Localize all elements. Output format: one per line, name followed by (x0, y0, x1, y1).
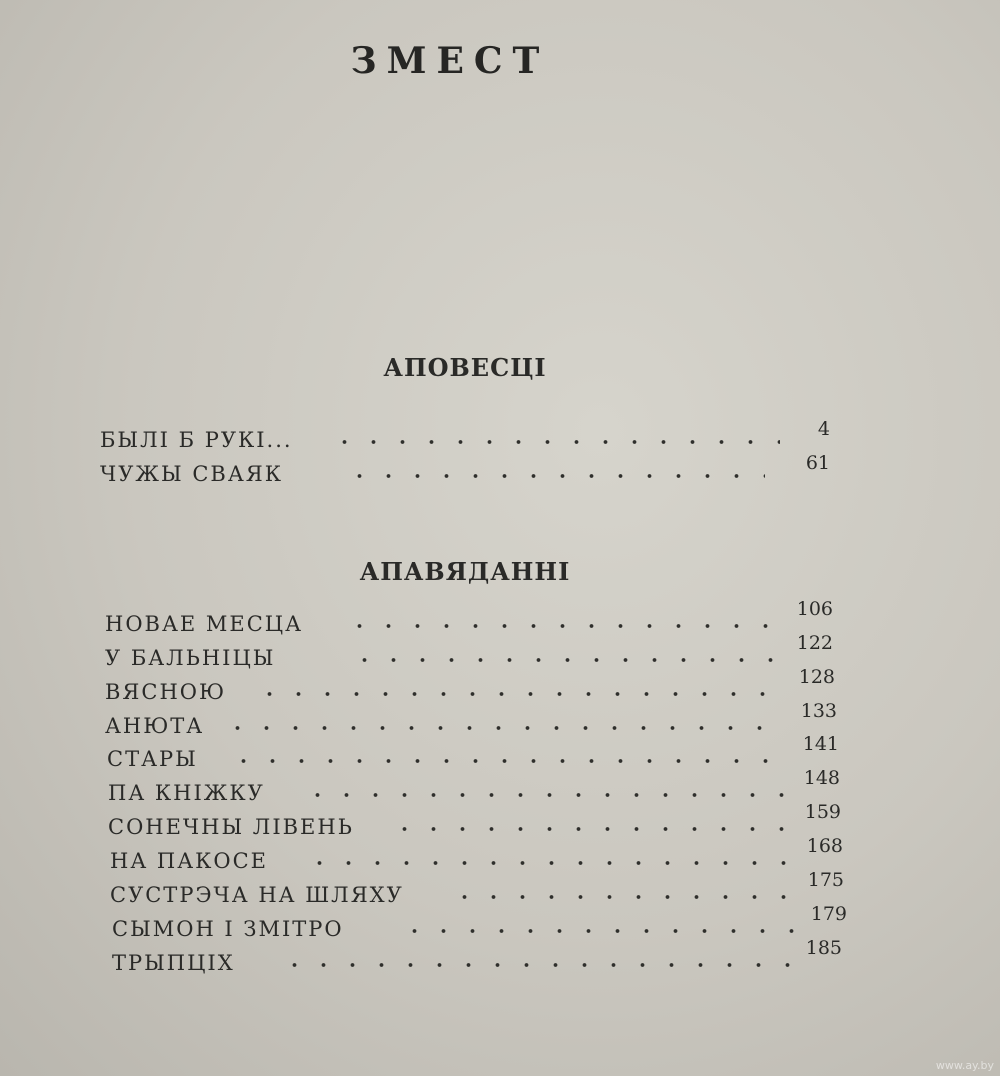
page-number: 4 (817, 418, 830, 440)
leader-dots (345, 622, 775, 630)
toc-entry (100, 418, 840, 458)
leader-dots (255, 690, 780, 698)
page-number: 106 (796, 598, 833, 620)
toc-entry (110, 869, 844, 913)
entry-title: НА ПАКОСЕ (110, 849, 268, 873)
page-number: 61 (805, 452, 830, 474)
page-number: 122 (796, 632, 833, 654)
entry-title: ТРЫПЦІХ (112, 951, 235, 975)
page-number: 185 (805, 937, 842, 959)
section-heading-apovesci: АПОВЕСЦІ (383, 353, 547, 382)
leader-dots (400, 927, 795, 935)
entry-title: СТАРЫ (107, 747, 198, 771)
toc-entry (100, 452, 840, 492)
leader-dots (305, 859, 790, 867)
page-number: 168 (806, 835, 843, 857)
entry-title: СОНЕЧНЫ ЛІВЕНЬ (108, 815, 354, 839)
toc-entry (108, 767, 840, 811)
leader-dots (223, 724, 783, 732)
page-number: 175 (807, 869, 844, 891)
page-number: 179 (810, 903, 847, 925)
page-number: 133 (800, 700, 837, 722)
page-number: 159 (804, 801, 841, 823)
page-title: ЗМЕСТ (350, 40, 550, 82)
entry-title: НОВАЕ МЕСЦА (105, 612, 303, 636)
leader-dots (450, 893, 795, 901)
section-heading-apaviadanni: АПАВЯДАННІ (359, 557, 571, 586)
page-number: 148 (803, 767, 840, 789)
toc-entry (112, 937, 852, 981)
page-number: 141 (802, 733, 839, 755)
entry-title: ВЯСНОЮ (105, 680, 227, 704)
entry-title: У БАЛЬНІЦЫ (105, 646, 276, 670)
entry-title: БЫЛІ Б РУКІ... (100, 428, 293, 452)
leader-dots (350, 656, 775, 664)
toc-entry (105, 632, 835, 676)
entry-title: СУСТРЭЧА НА ШЛЯХУ (110, 883, 404, 907)
toc-entry (105, 598, 835, 642)
toc-entry (107, 733, 839, 777)
page-number: 128 (798, 666, 835, 688)
leader-dots (280, 961, 805, 969)
toc-entry (108, 801, 841, 845)
entry-title: АНЮТА (105, 714, 205, 738)
entry-title: ПА КНІЖКУ (108, 781, 265, 805)
watermark: www.ay.by (935, 1059, 994, 1072)
leader-dots (390, 825, 790, 833)
toc-entry (105, 700, 837, 744)
entry-title: ЧУЖЫ СВАЯК (100, 462, 283, 486)
toc-entry (110, 835, 843, 879)
entry-title: СЫМОН І ЗМІТРО (112, 917, 344, 941)
toc-entry (105, 666, 835, 710)
leader-dots (229, 757, 784, 765)
leader-dots (345, 472, 765, 480)
leader-dots (303, 791, 788, 799)
toc-entry (112, 903, 847, 947)
leader-dots (330, 438, 780, 446)
